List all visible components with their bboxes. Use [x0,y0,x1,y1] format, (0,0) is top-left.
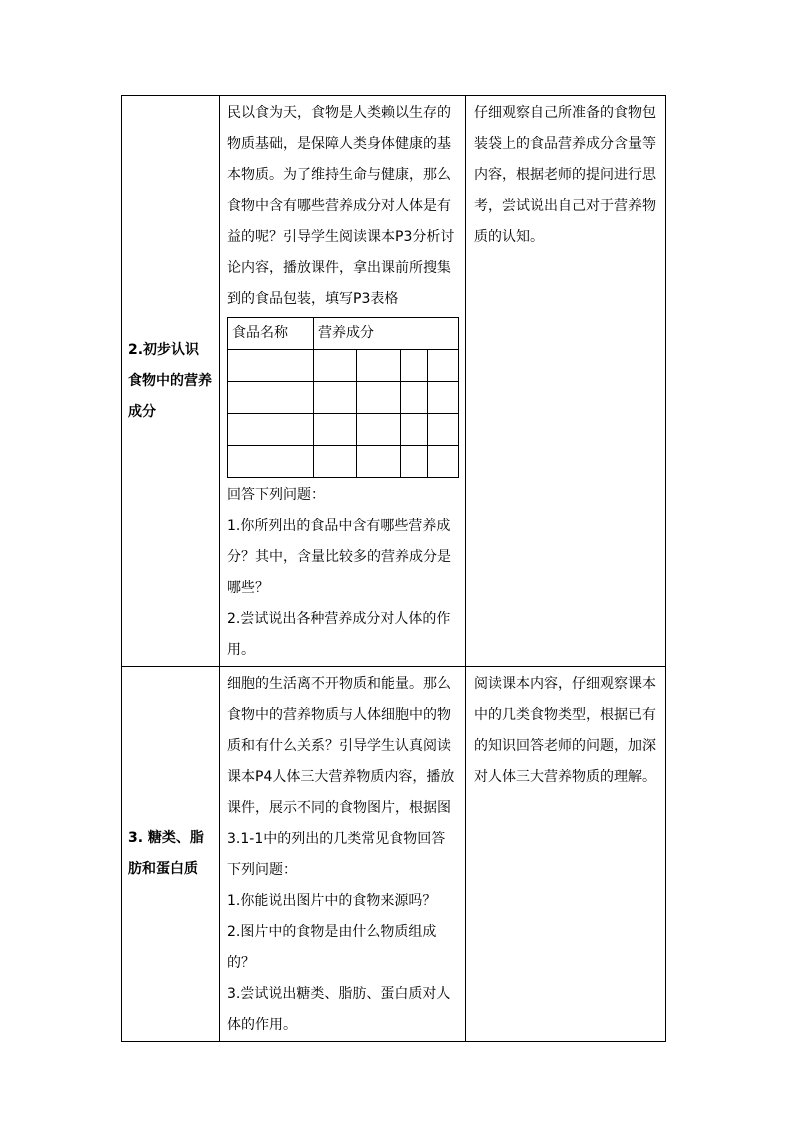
blank-cell[interactable] [228,382,314,414]
blank-cell[interactable] [401,382,428,414]
question-1: 1.你能说出图片中的食物来源吗？ [227,893,437,909]
questions-lead: 回答下列问题： [227,487,325,503]
header-nutrients: 营养成分 [314,318,459,350]
table-row [228,414,459,446]
table-row [122,667,666,1042]
blank-cell[interactable] [357,382,401,414]
topic-cell: 2.初步认识食物中的营养成分 [122,96,220,667]
blank-cell[interactable] [357,350,401,382]
student-activity-cell: 阅读课本内容，仔细观察课本中的几类食物类型，根据已有的知识回答老师的问题，加深对人体三大营养物质的理解。 [466,667,666,1042]
question-3: 3.尝试说出糖类、脂肪、蛋白质对人体的作用。 [227,986,451,1033]
intro-text: 民以食为天，食物是人类赖以生存的物质基础，是保障人类身体健康的基本物质。为了维持生命与健康，那么食物中含有哪些营养成分对人体是有益的呢？引导学生阅读课本P3分析讨论内容，播放课件，拿出课前所搜集到的食品包装，填写P3表格 [227,105,455,307]
table-row [228,350,459,382]
blank-cell[interactable] [314,414,357,446]
table-row [228,382,459,414]
blank-cell[interactable] [401,414,428,446]
blank-cell[interactable] [314,446,357,478]
nutrition-fill-table [227,317,459,478]
blank-cell[interactable] [228,350,314,382]
student-activity-cell: 仔细观察自己所准备的食物包装袋上的食品营养成分含量等内容，根据老师的提问进行思考，尝试说出自己对于营养物质的认知。 [466,96,666,667]
question-2: 2.图片中的食物是由什么物质组成的？ [227,924,437,971]
table-row [228,446,459,478]
blank-cell[interactable] [428,446,459,478]
table-row [228,318,459,350]
table-row [122,96,666,667]
blank-cell[interactable] [428,350,459,382]
paragraph: 细胞的生活离不开物质和能量。那么食物中的营养物质与人体细胞中的物质和有什么关系？引导学生认真阅读课本P4人体三大营养物质内容，播放课件，展示不同的食物图片，根据图3.1-1中的列出的几类常见食物回答下列问题： [227,676,455,878]
header-food-name: 食品名称 [228,318,314,350]
blank-cell[interactable] [357,414,401,446]
question-2: 2.尝试说出各种营养成分对人体的作用。 [227,611,451,658]
topic-cell: 3. 糖类、脂肪和蛋白质 [122,667,220,1042]
question-1: 1.你所列出的食品中含有哪些营养成分？其中，含量比较多的营养成分是哪些？ [227,518,451,596]
blank-cell[interactable] [401,446,428,478]
lesson-plan-table [121,95,666,1042]
blank-cell[interactable] [357,446,401,478]
blank-cell[interactable] [228,446,314,478]
blank-cell[interactable] [401,350,428,382]
blank-cell[interactable] [314,350,357,382]
blank-cell[interactable] [314,382,357,414]
blank-cell[interactable] [428,414,459,446]
teacher-activity-cell [220,96,466,667]
blank-cell[interactable] [228,414,314,446]
teacher-activity-cell [220,667,466,1042]
blank-cell[interactable] [428,382,459,414]
